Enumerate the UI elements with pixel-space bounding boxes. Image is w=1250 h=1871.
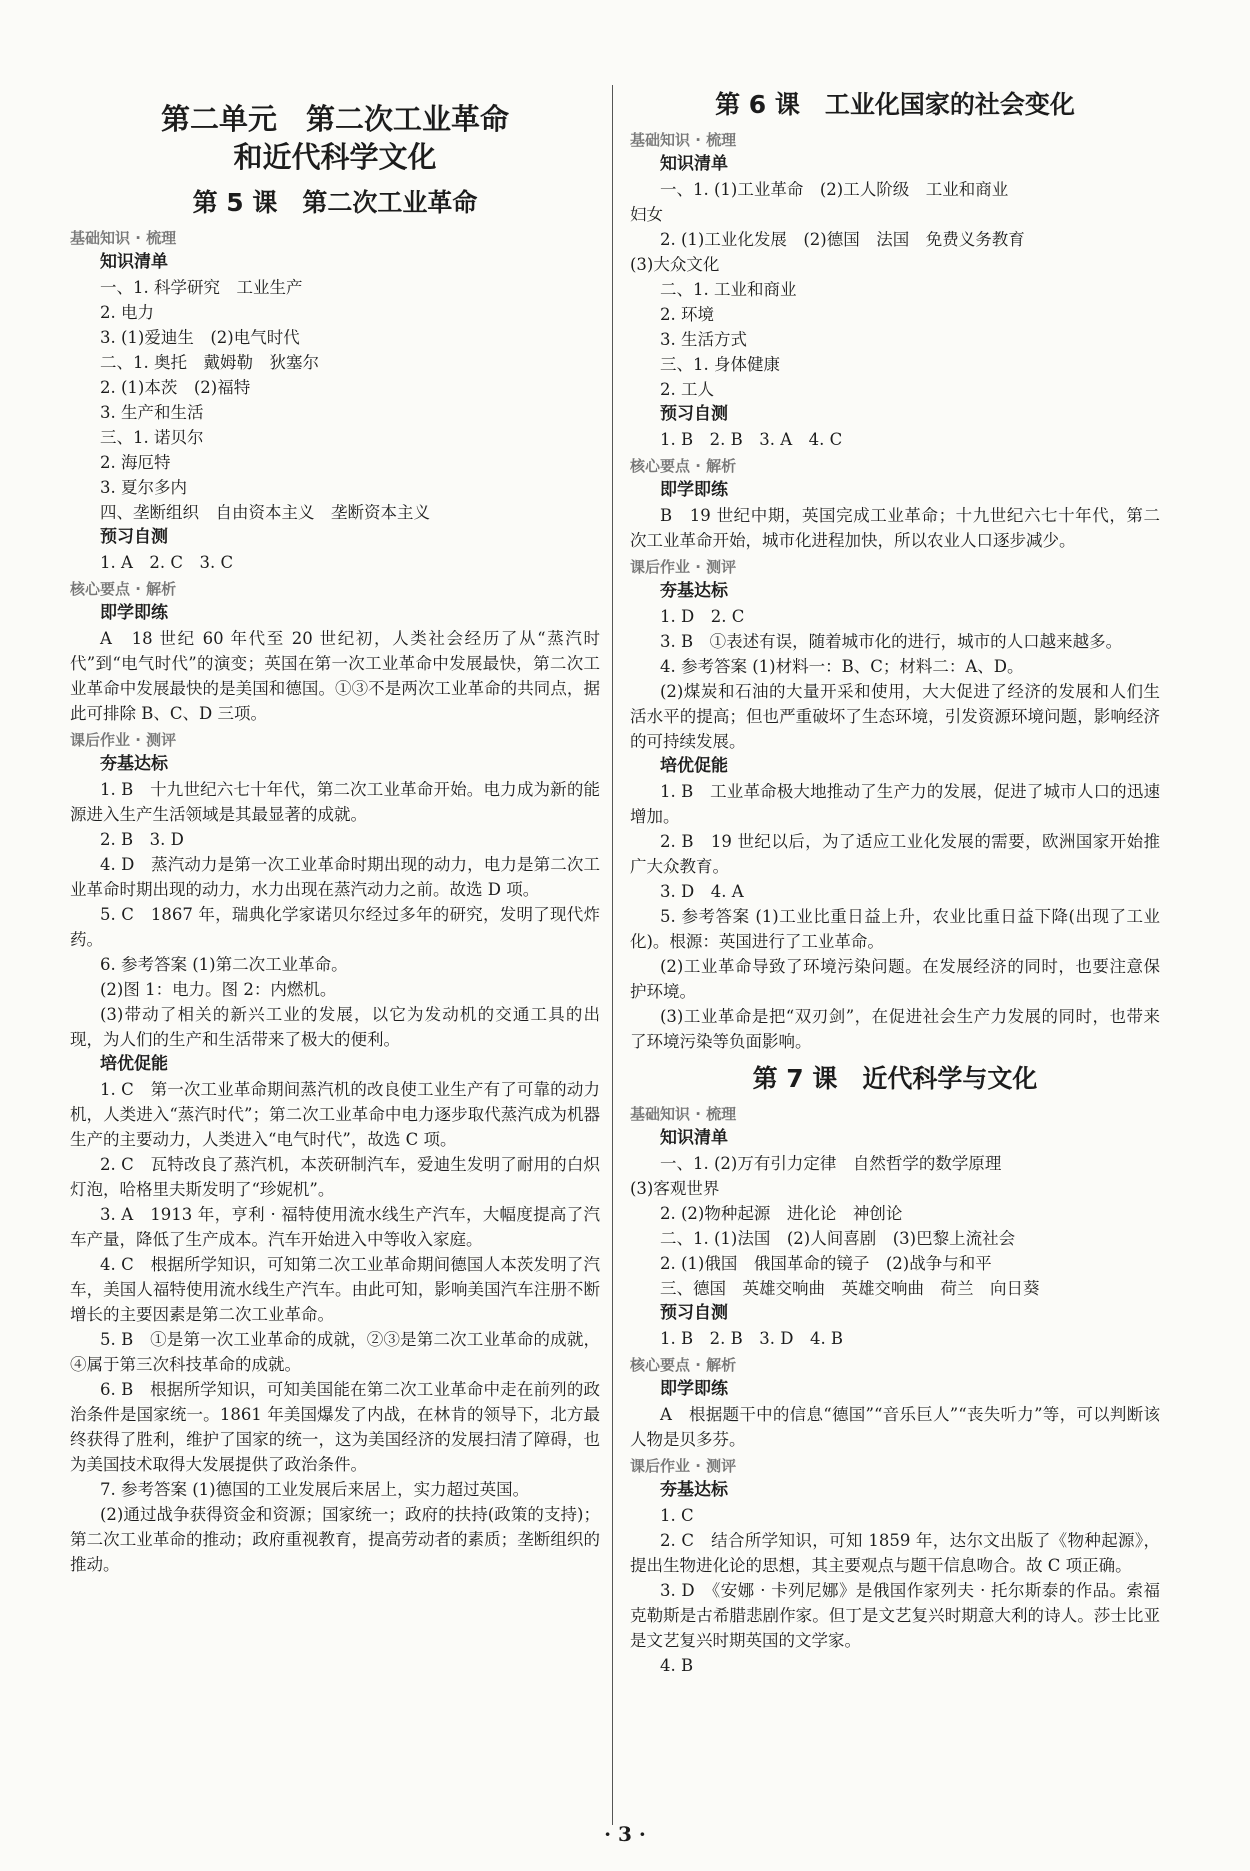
answer-line: (2)图 1：电力。图 2：内燃机。 [100,980,337,999]
answer-paragraph: 2. C 结合所学知识，可知 1859 年，达尔文出版了《物种起源》，提出生物进化论的思想，其主要观点与题干信息吻合。故 C 项正确。 [630,1531,1160,1575]
answer-line: 2. (1)工业化发展 (2)德国 法国 免费义务教育 [660,230,1025,249]
answer-line: 三、德国 英雄交响曲 英雄交响曲 荷兰 向日葵 [660,1279,1040,1298]
subsection-heading: 培优促能 [100,1054,168,1074]
answer-line: 妇女 [630,205,663,224]
answer-paragraph: 7. 参考答案 (1)德国的工业发展后来居上，实力超过英国。 [100,1480,530,1499]
subsection-heading: 预习自测 [100,527,168,547]
answer-line: 3. 生产和生活 [100,403,204,422]
answer-line: 2. (1)本茨 (2)福特 [100,378,251,397]
answer-paragraph: (3)带动了相关的新兴工业的发展，以它为发动机的交通工具的出现，为人们的生产和生活带来了极大的便利。 [70,1005,600,1049]
answer-line: 2. 电力 [100,303,154,322]
answer-paragraph: 2. B 19 世纪以后，为了适应工业化发展的需要，欧洲国家开始推广大众教育。 [630,832,1160,876]
answer-paragraph: 3. B ①表述有误，随着城市化的进行，城市的人口越来越多。 [660,632,1123,651]
lesson-title: 第 7 课 近代科学与文化 [752,1064,1038,1093]
subsection-heading: 即学即练 [100,603,168,623]
page-number: · 3 · [604,1822,646,1846]
answer-line: 2. (1)俄国 俄国革命的镜子 (2)战争与和平 [660,1254,992,1273]
answer-line: 二、1. (1)法国 (2)人间喜剧 (3)巴黎上流社会 [660,1229,1016,1248]
section-tag: 核心要点 · 解析 [630,1356,737,1374]
answer-paragraph: 6. B 根据所学知识，可知美国能在第二次工业革命中走在前列的政治条件是国家统一。1861 年美国爆发了内战，在林肯的领导下，北方最终获得了胜利，维护了国家的统一，这为美国经济的发展扫清了障碍，也为美国技术取得大发展提供了政治条件。 [70,1380,600,1474]
answer-line: (3)客观世界 [630,1179,720,1198]
unit-title-line1: 第二单元 第二次工业革命 [160,102,509,136]
answer-paragraph: 1. B 工业革命极大地推动了生产力的发展，促进了城市人口的迅速增加。 [630,782,1160,826]
answer-paragraph: (3)工业革命是把“双刃剑”，在促进社会生产力发展的同时，也带来了环境污染等负面影响。 [630,1007,1160,1051]
subsection-heading: 夯基达标 [100,754,168,774]
section-tag: 基础知识 · 梳理 [630,131,737,149]
answer-paragraph: 1. C 第一次工业革命期间蒸汽机的改良使工业生产有了可靠的动力机，人类进入“蒸汽时代”；第二次工业革命中电力逐步取代蒸汽成为机器生产的主要动力，人类进入“电气时代”，故选 C 项。 [70,1080,600,1149]
answer-line: 3. D 4. A [660,882,744,901]
answer-line: 3. (1)爱迪生 (2)电气时代 [100,328,300,347]
subsection-heading: 知识清单 [660,1128,728,1148]
answer-line: 三、1. 诺贝尔 [100,428,204,447]
answer-paragraph: 3. D 《安娜 · 卡列尼娜》是俄国作家列夫 · 托尔斯泰的作品。索福克勒斯是古希腊悲剧作家。但丁是文艺复兴时期意大利的诗人。莎士比亚是文艺复兴时期英国的文学家。 [630,1581,1160,1650]
right-body [630,88,1160,1678]
answer-line: 一、1. (1)工业革命 (2)工人阶级 工业和商业 [660,180,1009,199]
answer-paragraph: 5. B ①是第一次工业革命的成就，②③是第二次工业革命的成就，④属于第三次科技革命的成就。 [70,1330,600,1374]
answer-line: 三、1. 身体健康 [660,355,780,374]
answer-line: 3. 生活方式 [660,330,747,349]
section-tag: 基础知识 · 梳理 [70,229,177,247]
answer-line: 2. 环境 [660,305,714,324]
subsection-heading: 即学即练 [660,480,728,500]
section-tag: 课后作业 · 测评 [630,1457,737,1475]
answer-paragraph: 4. D 蒸汽动力是第一次工业革命时期出现的动力，电力是第二次工业革命时期出现的动力，水力出现在蒸汽动力之前。故选 D 项。 [70,855,600,899]
section-tag: 核心要点 · 解析 [70,580,177,598]
left-body [70,186,600,1577]
subsection-heading: 预习自测 [660,404,728,424]
answer-paragraph: 1. B 十九世纪六七十年代，第二次工业革命开始。电力成为新的能源进入生产生活领域是其最显著的成就。 [70,780,600,824]
subsection-heading: 夯基达标 [660,1480,728,1500]
answer-line: 1. A 2. C 3. C [100,553,234,572]
answer-line: 1. D 2. C [660,607,745,626]
lesson-title: 第 5 课 第二次工业革命 [192,188,478,217]
subsection-heading: 夯基达标 [660,581,728,601]
answer-line: 1. B 2. B 3. D 4. B [660,1329,844,1348]
answer-paragraph: B 19 世纪中期，英国完成工业革命；十九世纪六七十年代，第二次工业革命开始，城市化进程加快，所以农业人口逐步减少。 [630,506,1160,550]
answer-line: 6. 参考答案 (1)第二次工业革命。 [100,955,348,974]
lesson-title: 第 6 课 工业化国家的社会变化 [715,90,1075,119]
answer-paragraph: A 根据题干中的信息“德国”“音乐巨人”“丧失听力”等，可以判断该人物是贝多芬。 [630,1405,1160,1449]
answer-line: 四、垄断组织 自由资本主义 垄断资本主义 [100,503,430,522]
answer-paragraph: (2)煤炭和石油的大量开采和使用，大大促进了经济的发展和人们生活水平的提高；但也严重破坏了生态环境，引发资源环境问题，影响经济的可持续发展。 [630,682,1160,751]
answer-line: 3. 夏尔多内 [100,478,187,497]
answer-paragraph: 3. A 1913 年，亨利 · 福特使用流水线生产汽车，大幅度提高了汽车产量，降低了生产成本。汽车开始进入中等收入家庭。 [70,1205,600,1249]
answer-paragraph: 5. 参考答案 (1)工业比重日益上升，农业比重日益下降(出现了工业化)。根源：英国进行了工业革命。 [630,907,1160,951]
answer-line: 二、1. 奥托 戴姆勒 狄塞尔 [100,353,319,372]
answer-line: 4. 参考答案 (1)材料一：B、C；材料二：A、D。 [660,657,1024,676]
answer-paragraph: 2. C 瓦特改良了蒸汽机，本茨研制汽车，爱迪生发明了耐用的白炽灯泡，哈格里夫斯发明了“珍妮机”。 [70,1155,600,1199]
answer-line: (3)大众文化 [630,255,720,274]
unit-title [70,100,600,176]
answer-line: 4. B [660,1656,694,1675]
answer-line: 二、1. 工业和商业 [660,280,797,299]
answer-paragraph: (2)通过战争获得资金和资源；国家统一；政府的扶持(政策的支持)；第二次工业革命的推动；政府重视教育，提高劳动者的素质；垄断组织的推动。 [70,1505,600,1574]
answer-line: 2. (2)物种起源 进化论 神创论 [660,1204,903,1223]
unit-title-line2: 和近代科学文化 [233,140,437,174]
subsection-heading: 预习自测 [660,1303,728,1323]
answer-line: 2. B 3. D [100,830,184,849]
answer-paragraph: (2)工业革命导致了环境污染问题。在发展经济的同时，也要注意保护环境。 [630,957,1160,1001]
section-tag: 课后作业 · 测评 [70,731,177,749]
column-divider [612,85,613,1825]
subsection-heading: 知识清单 [100,252,168,272]
subsection-heading: 培优促能 [660,756,728,776]
answer-line: 1. C [660,1506,694,1525]
subsection-heading: 知识清单 [660,154,728,174]
section-tag: 课后作业 · 测评 [630,558,737,576]
subsection-heading: 即学即练 [660,1379,728,1399]
section-tag: 核心要点 · 解析 [630,457,737,475]
answer-paragraph: 5. C 1867 年，瑞典化学家诺贝尔经过多年的研究，发明了现代炸药。 [70,905,600,949]
answer-paragraph: A 18 世纪 60 年代至 20 世纪初，人类社会经历了从“蒸汽时代”到“电气时代”的演变；英国在第一次工业革命中发展最快，第二次工业革命中发展最快的是美国和德国。①③不是两次工业革命的共同点，据此可排除 B、C、D 三项。 [70,629,600,723]
answer-line: 2. 海厄特 [100,453,171,472]
left-column [70,80,600,1577]
right-column [630,80,1160,1678]
section-tag: 基础知识 · 梳理 [630,1105,737,1123]
answer-line: 一、1. 科学研究 工业生产 [100,278,303,297]
answer-paragraph: 4. C 根据所学知识，可知第二次工业革命期间德国人本茨发明了汽车，美国人福特使用流水线生产汽车。由此可知，影响美国汽车注册不断增长的主要因素是第二次工业革命。 [70,1255,600,1324]
answer-line: 2. 工人 [660,380,714,399]
answer-line: 1. B 2. B 3. A 4. C [660,430,843,449]
answer-line: 一、1. (2)万有引力定律 自然哲学的数学原理 [660,1154,1002,1173]
